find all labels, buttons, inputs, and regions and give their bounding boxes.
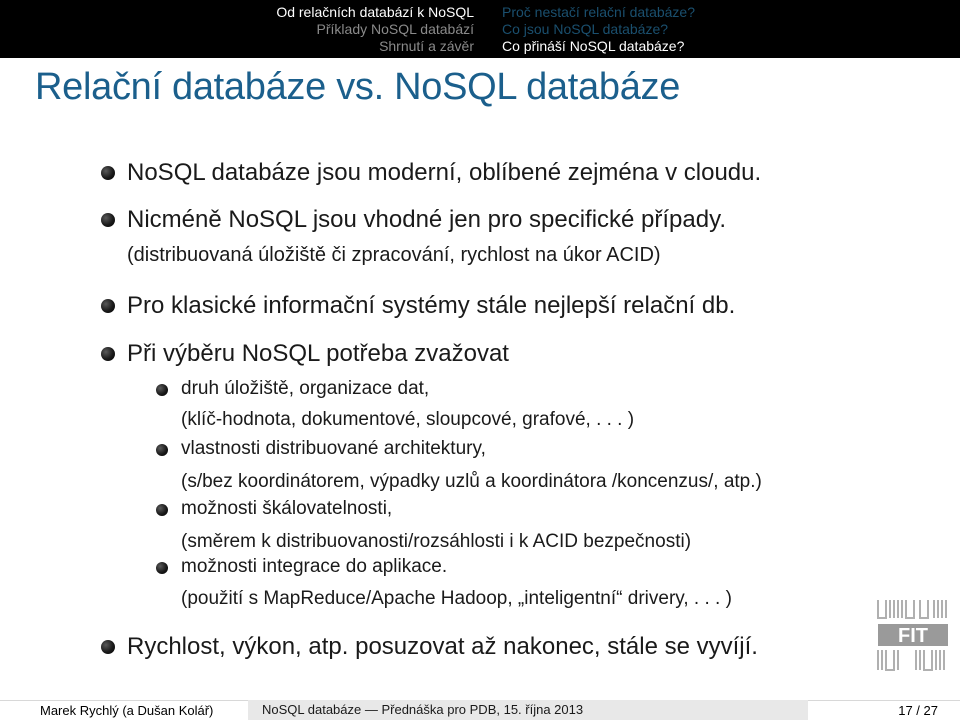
sub-bullet-text: možnosti integrace do aplikace. [181,556,448,577]
nav-subsection-what-is-nosql[interactable]: Co jsou NoSQL databáze? [502,21,669,37]
footer-page-number: 17 / 27 [808,700,960,720]
nav-subsection-why-not-relational[interactable]: Proč nestačí relační databáze? [502,4,696,20]
slide-footer [0,700,960,720]
fit-logo [876,598,950,672]
footer-talk-title: NoSQL databáze — Přednáška pro PDB, 15. října 2013 [248,700,808,720]
nav-section-relational-to-nosql[interactable]: Od relačních databází k NoSQL [276,4,474,20]
sub-bullet-note: (použití s MapReduce/Apache Hadoop, „inteligentní“ drivery, . . . ) [181,588,732,609]
sub-bullet-icon [156,562,168,574]
sub-bullet-text: druh úložiště, organizace dat, [181,378,430,399]
bullet-text: Při výběru NoSQL potřeba zvažovat [127,340,509,367]
bullet-text: NoSQL databáze jsou moderní, oblíbené zejména v cloudu. [127,159,762,186]
sub-bullet-note: (s/bez koordinátorem, výpadky uzlů a koordinátora /koncenzus/, atp.) [181,471,762,492]
sub-bullet-note: (směrem k distribuovanosti/rozsáhlosti i k ACID bezpečnosti) [181,531,692,552]
bullet-icon [101,640,115,654]
sub-bullet-icon [156,504,168,516]
bullet-text: Pro klasické informační systémy stále nejlepší relační db. [127,292,736,319]
bullet-icon [101,299,115,313]
footer-author: Marek Rychlý (a Dušan Kolář) [0,700,248,720]
nav-subsection-what-nosql-brings[interactable]: Co přináší NoSQL databáze? [502,38,685,54]
nav-section-summary[interactable]: Shrnutí a závěr [379,38,474,54]
bullet-icon [101,347,115,361]
slide-title: Relační databáze vs. NoSQL databáze [35,66,681,108]
bullet-text: Nicméně NoSQL jsou vhodné jen pro specifické případy. [127,206,726,233]
sub-bullet-icon [156,444,168,456]
bullet-icon [101,166,115,180]
sub-bullet-note: (klíč-hodnota, dokumentové, sloupcové, grafové, . . . ) [181,409,635,430]
nav-section-nosql-examples[interactable]: Příklady NoSQL databází [316,21,474,37]
bullet-note: (distribuovaná úložiště či zpracování, rychlost na úkor ACID) [127,244,661,266]
sub-bullet-icon [156,384,168,396]
sub-bullet-text: vlastnosti distribuované architektury, [181,438,486,459]
bullet-icon [101,213,115,227]
bullet-text: Rychlost, výkon, atp. posuzovat až nakonec, stále se vyvíjí. [127,633,758,660]
sub-bullet-text: možnosti škálovatelnosti, [181,498,393,519]
fit-logo-text: FIT [898,625,928,647]
